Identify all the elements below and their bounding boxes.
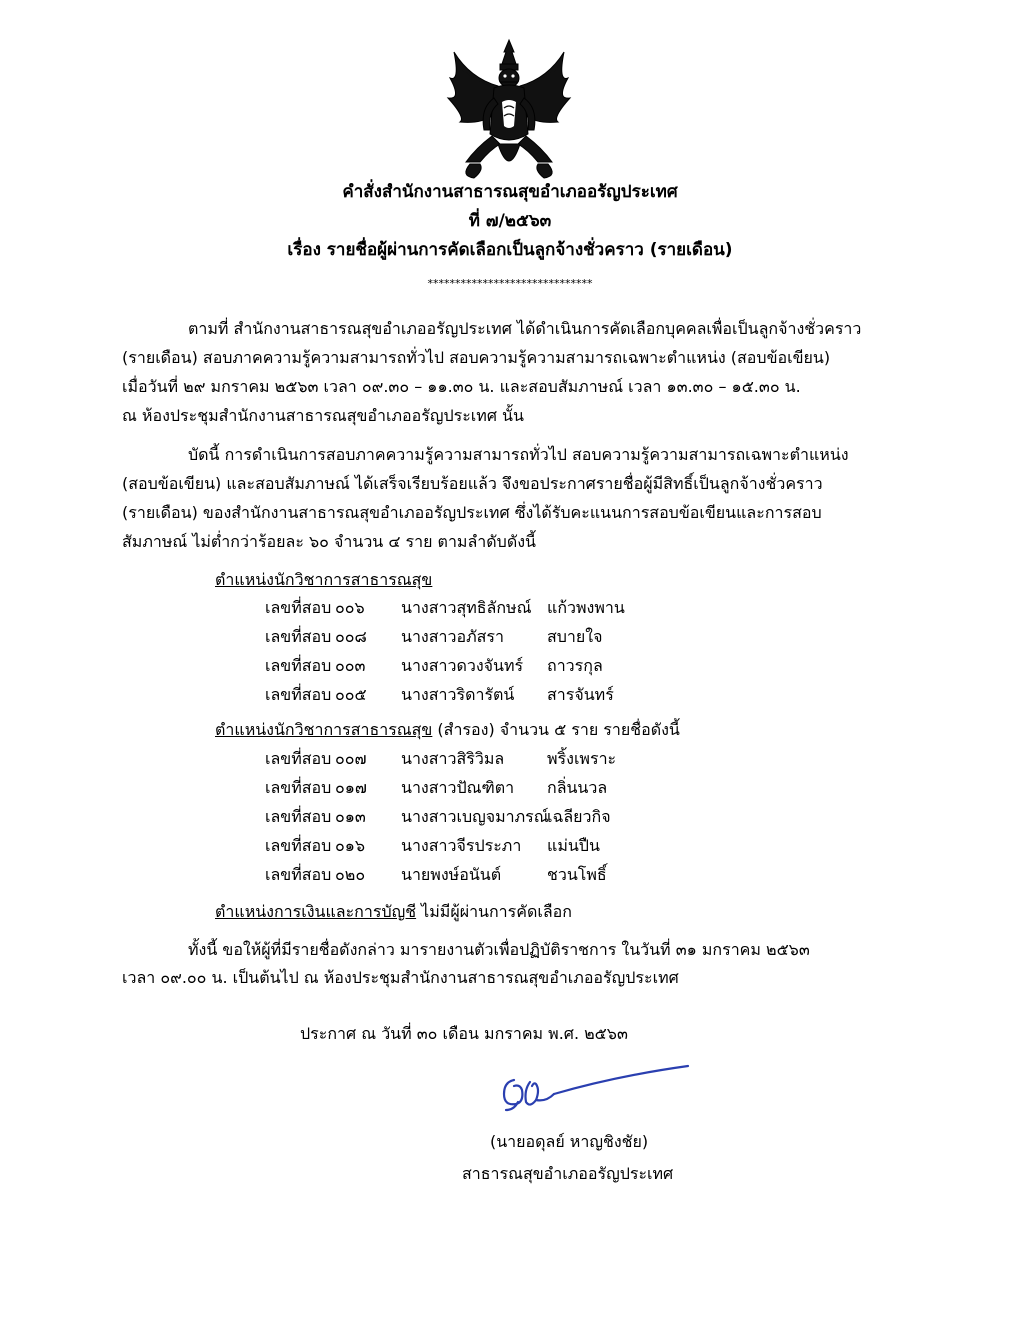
candidate-first-name: นายพงษ์อนันต์ <box>401 865 502 884</box>
list-item <box>265 744 785 773</box>
paragraph-line: (รายเดือน) ของสำนักงานสาธารณสุขอำเภออรัญประเทศ ซึ่งได้รับคะแนนการสอบข้อเขียนและการสอบ <box>122 503 822 522</box>
candidate-first-name: นางสาวเบญจมาภรณ์ <box>401 807 549 826</box>
exam-number: ๐๐๗ <box>335 749 367 768</box>
section-heading-label: ตำแหน่งนักวิชาการสาธารณสุข <box>215 570 433 589</box>
asterisk-divider: ****************************** <box>427 277 593 290</box>
exam-number: ๐๑๗ <box>335 778 367 797</box>
candidate-last-name: แก้วพงพาน <box>547 598 625 617</box>
candidate-last-name: ถาวรกุล <box>547 656 603 675</box>
paragraph-line: (รายเดือน) สอบภาคความรู้ความสามารถทั่วไป สอบความรู้ความสามารถเฉพาะตำแหน่ง (สอบข้อเขียน) <box>122 348 831 367</box>
list-item <box>265 680 785 709</box>
paragraph-line: ตามที่ สำนักงานสาธารณสุขอำเภออรัญประเทศ ได้ดำเนินการคัดเลือกบุคคลเพื่อเป็นลูกจ้างชั่วคราว <box>188 319 862 338</box>
passed-list-reserve <box>265 744 785 889</box>
candidate-last-name: สบายใจ <box>547 627 603 646</box>
paragraph-line: ณ ห้องประชุมสำนักงานสาธารณสุขอำเภออรัญประเทศ นั้น <box>122 406 524 425</box>
exam-label: เลขที่สอบ <box>265 778 332 797</box>
section-heading-suffix: ไม่มีผู้ผ่านการคัดเลือก <box>416 902 572 921</box>
section-heading-reserve <box>215 716 680 744</box>
garuda-emblem-icon <box>440 38 578 184</box>
candidate-first-name: นางสาวอภัสรา <box>401 627 504 646</box>
list-item <box>265 831 785 860</box>
paragraph-line: ทั้งนี้ ขอให้ผู้ที่มีรายชื่อดังกล่าว มารายงานตัวเพื่อปฏิบัติราชการ ในวันที่ ๓๑ มกราคม ๒๕๖๓ <box>188 940 810 959</box>
exam-label: เลขที่สอบ <box>265 836 332 855</box>
exam-number: ๐๐๘ <box>335 627 367 646</box>
section-heading-label: ตำแหน่งการเงินและการบัญชี <box>215 902 417 921</box>
candidate-first-name: นางสาวปัณฑิตา <box>401 778 515 797</box>
exam-number: ๐๐๓ <box>335 656 366 675</box>
paragraph-line: เมื่อวันที่ ๒๙ มกราคม ๒๕๖๓ เวลา ๐๙.๓๐ – ๑๑.๓๐ น. และสอบสัมภาษณ์ เวลา ๑๓.๓๐ – ๑๕.๓๐ น. <box>122 377 801 396</box>
exam-label: เลขที่สอบ <box>265 685 332 704</box>
list-item <box>265 651 785 680</box>
candidate-last-name: เฉลียวกิจ <box>547 807 611 826</box>
handwritten-signature-icon <box>496 1060 696 1120</box>
paragraph-closing <box>122 936 902 992</box>
paragraph-whereas <box>122 314 902 430</box>
candidate-last-name: แม่นปืน <box>547 836 600 855</box>
signer-title: สาธารณสุขอำเภออรัญประเทศ <box>462 1164 674 1183</box>
passed-list-main <box>265 593 785 709</box>
candidate-last-name: ชวนโพธิ์ <box>547 865 607 884</box>
order-subject: เรื่อง รายชื่อผู้ผ่านการคัดเลือกเป็นลูกจ้างชั่วคราว (รายเดือน) <box>287 240 733 260</box>
exam-number: ๐๐๖ <box>335 598 365 617</box>
exam-label: เลขที่สอบ <box>265 627 332 646</box>
exam-label: เลขที่สอบ <box>265 749 332 768</box>
section-heading-label: ตำแหน่งนักวิชาการสาธารณสุข <box>215 720 433 739</box>
candidate-last-name: พริ้งเพราะ <box>547 749 617 768</box>
exam-number: ๐๑๖ <box>335 836 366 855</box>
candidate-first-name: นางสาวริดารัตน์ <box>401 685 515 704</box>
exam-number: ๐๐๕ <box>335 685 367 704</box>
exam-label: เลขที่สอบ <box>265 807 332 826</box>
section-heading-finance <box>215 898 572 926</box>
candidate-last-name: สารจันทร์ <box>547 685 614 704</box>
exam-label: เลขที่สอบ <box>265 656 332 675</box>
candidate-first-name: นางสาวดวงจันทร์ <box>401 656 524 675</box>
section-heading-main <box>215 566 432 594</box>
announcement-date: ประกาศ ณ วันที่ ๓๐ เดือน มกราคม พ.ศ. ๒๕๖๓ <box>300 1024 628 1043</box>
exam-number: ๐๒๐ <box>335 865 366 884</box>
section-heading-suffix: (สำรอง) จำนวน ๕ ราย รายชื่อดังนี้ <box>432 720 680 739</box>
order-title: คำสั่งสำนักงานสาธารณสุขอำเภออรัญประเทศ <box>342 182 678 202</box>
paragraph-result <box>122 440 902 556</box>
signer-name: (นายอดุลย์ หาญชิงชัย) <box>490 1132 649 1151</box>
list-item <box>265 622 785 651</box>
paragraph-line: สัมภาษณ์ ไม่ต่ำกว่าร้อยละ ๖๐ จำนวน ๔ ราย ตามลำดับดังนี้ <box>122 532 536 551</box>
candidate-first-name: นางสาวสิริวิมล <box>401 749 505 768</box>
candidate-first-name: นางสาวสุทธิลักษณ์ <box>401 598 532 617</box>
order-number: ที่ ๗/๒๕๖๓ <box>468 211 552 231</box>
exam-label: เลขที่สอบ <box>265 598 332 617</box>
paragraph-line: บัดนี้ การดำเนินการสอบภาคความรู้ความสามารถทั่วไป สอบความรู้ความสามารถเฉพาะตำแหน่ง <box>188 445 849 464</box>
list-item <box>265 802 785 831</box>
exam-label: เลขที่สอบ <box>265 865 332 884</box>
paragraph-line: เวลา ๐๙.๐๐ น. เป็นต้นไป ณ ห้องประชุมสำนักงานสาธารณสุขอำเภออรัญประเทศ <box>122 968 679 987</box>
candidate-first-name: นางสาวจีรประภา <box>401 836 522 855</box>
exam-number: ๐๑๓ <box>335 807 366 826</box>
candidate-last-name: กลิ่นนวล <box>547 778 608 797</box>
paragraph-line: (สอบข้อเขียน) และสอบสัมภาษณ์ ได้เสร็จเรียบร้อยแล้ว จึงขอประกาศรายชื่อผู้มีสิทธิ์เป็นลูกจ้างชั่วคราว <box>122 474 823 493</box>
list-item <box>265 593 785 622</box>
list-item <box>265 773 785 802</box>
list-item <box>265 860 785 889</box>
